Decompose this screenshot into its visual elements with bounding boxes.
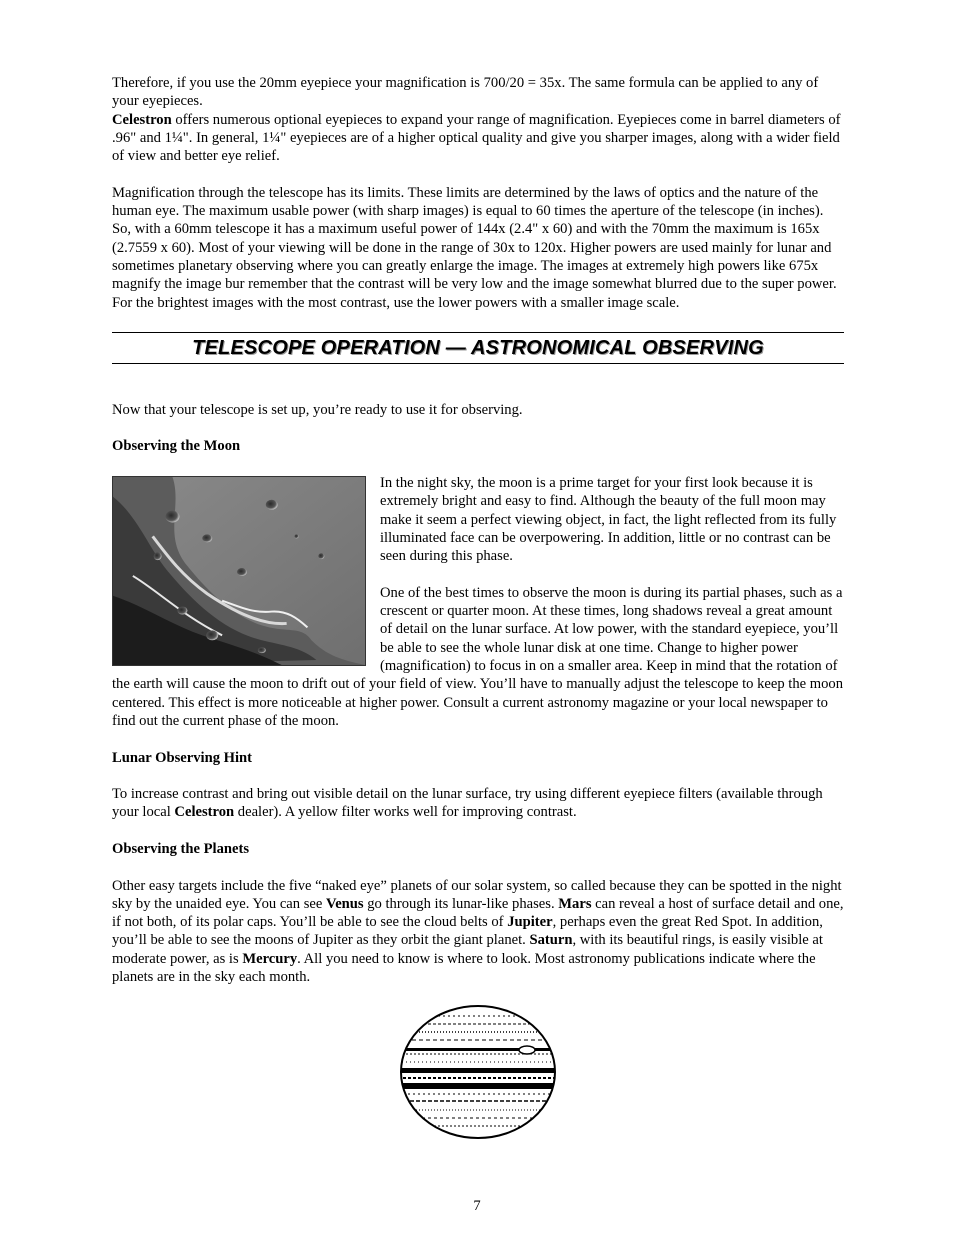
planet-mercury: Mercury xyxy=(242,950,298,967)
planets-text-2: go through its lunar-like phases. xyxy=(363,895,559,912)
planet-jupiter: Jupiter xyxy=(507,914,553,931)
planets-heading: Observing the Planets xyxy=(112,840,250,857)
planets-text-1: Other easy targets include the five “naked eye” planets of our solar system, so called because they can be spotted in the night sky by the unaided eye. You can see xyxy=(112,877,842,912)
planet-saturn: Saturn xyxy=(529,932,573,949)
jupiter-illustration xyxy=(398,1004,558,1140)
section-title: TELESCOPE OPERATION — ASTRONOMICAL OBSERVING xyxy=(192,336,764,359)
moon-paragraph-1: In the night sky, the moon is a prime target for your first look because it is extremely bright and easy to find. Although the beauty of the full moon may make it seem a perfect viewing object, in fact, the light reflected from its fully illuminated face can be overpowering. In addition, little or no contrast can be seen during this phase. xyxy=(380,475,837,565)
planets-text-4: , perhaps even the great Red Spot. In addition, you’ll be able to see the moons of Jupiter as they orbit the giant planet. xyxy=(112,914,823,949)
moon-heading: Observing the Moon xyxy=(112,438,241,455)
lunar-hint-paragraph xyxy=(112,785,844,822)
moon-surface-image xyxy=(112,476,366,666)
limits-paragraph: Magnification through the telescope has its limits. These limits are determined by the laws of optics and the nature of the human eye. The maximum usable power (with sharp images) is equal to 60 times the aperture of the telescope (in inches). So, with a 60mm telescope it has a maximum useful power of 144x (2.4" x 60) and with the 70mm the maximum is 165x (2.7559 x 60). Most of your viewing will be done in the range of 30x to 120x. Higher powers are used mainly for lunar and sometimes planetary observing where you can greatly enlarge the image. The images at extremely high powers like 675x magnify the image bur remember that the contrast will be very low and the image somewhat blurred due to the super power. For the brightest images with the most contrast, use the lower powers with a smaller image scale. xyxy=(112,184,837,311)
page-number: 7 xyxy=(473,1198,481,1214)
planets-text-3: can reveal a host of surface detail and one, if not both, of its polar caps. You’ll be able to see the cloud belts of xyxy=(112,895,844,931)
brand-name: Celestron xyxy=(112,111,172,128)
planets-paragraph xyxy=(112,877,844,987)
section-banner xyxy=(112,332,844,364)
eyepiece-text: offers numerous optional eyepieces to expand your range of magnification. Eyepieces come in barrel diameters of .96" and 1¼". In general, 1¼" eyepieces are of a higher optical quality and give you sharper images, along with a wider field of view and better eye relief. xyxy=(112,111,841,165)
lunar-hint-heading: Lunar Observing Hint xyxy=(112,749,253,766)
hint-text-b: dealer). A yellow filter works well for improving contrast. xyxy=(234,804,577,821)
magnification-paragraph: Therefore, if you use the 20mm eyepiece your magnification is 700/20 = 35x. The same formula can be applied to any of your eyepieces. xyxy=(112,75,819,110)
planet-mars: Mars xyxy=(558,895,592,912)
eyepiece-paragraph xyxy=(112,111,844,166)
planets-text-5: , with its beautiful rings, is easily visible at moderate power, as is xyxy=(112,932,823,967)
moon-paragraph-2: One of the best times to observe the moon is during its partial phases, such as a crescent or quarter moon. At these times, long shadows reveal a great amount of detail on the lunar surface. At low power, with the standard eyepiece, you’ll be able to see the whole lunar disk at one time. Change to higher power (magnification) to focus in on a smaller area. Keep in mind that the rotation of the earth will cause the moon to drift out of your field of view. You’ll have to manually adjust the telescope to keep the moon centered. This effect is more noticeable at higher power. Consult a current astronomy magazine or your local newspaper to find out the current phase of the moon. xyxy=(112,584,843,729)
brand-name: Celestron xyxy=(174,804,235,821)
planets-text-6: . All you need to know is where to look. Most astronomy publications indicate where the planets are in the sky each month. xyxy=(112,950,816,986)
document-page xyxy=(112,74,844,1140)
ready-paragraph: Now that your telescope is set up, you’re ready to use it for observing. xyxy=(112,401,523,418)
jupiter-drawing xyxy=(398,1004,558,1140)
hint-text-a: To increase contrast and bring out visible detail on the lunar surface, try using different eyepiece filters (available through your local xyxy=(112,786,823,821)
planet-venus: Venus xyxy=(326,895,364,912)
